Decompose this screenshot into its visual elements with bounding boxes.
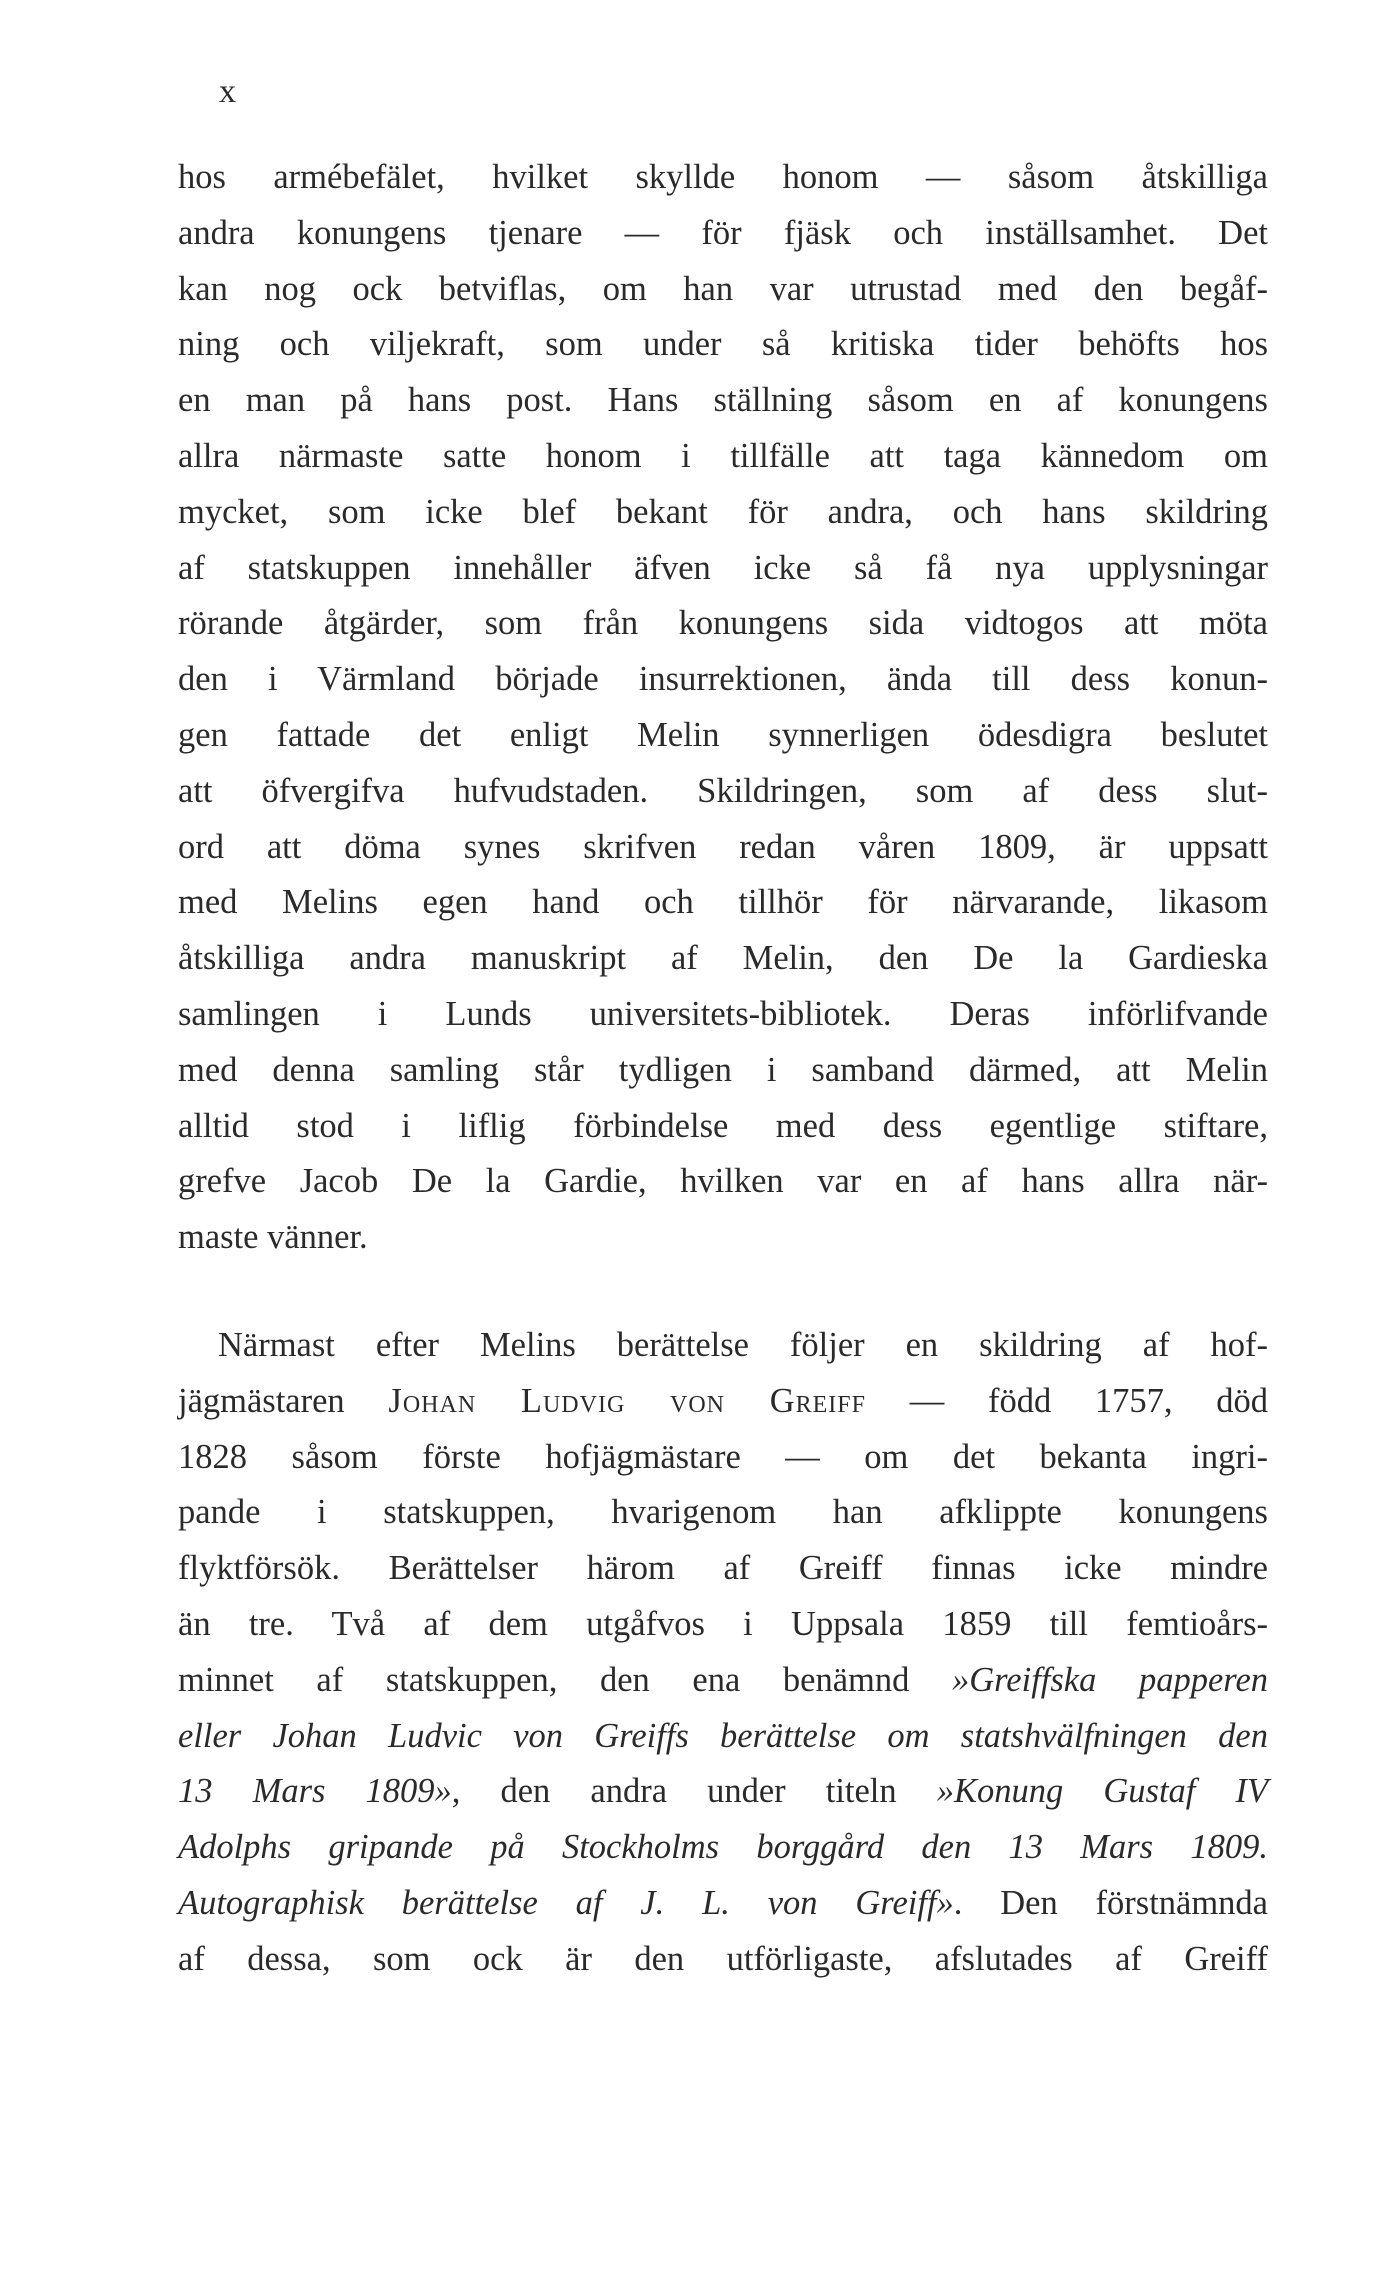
italic-title: »Greiffska papperen bbox=[952, 1660, 1269, 1699]
text-line: den i Värmland började insurrektionen, ända till dess konun- bbox=[178, 660, 1268, 699]
italic-title: 13 Mars 1809» bbox=[178, 1772, 452, 1811]
italic-title: Adolphs gripande på Stockholms borggård den 13 Mars 1809. bbox=[178, 1828, 1268, 1867]
text-segment: — född 1757, död bbox=[909, 1381, 1269, 1420]
text-line: alltid stod i liflig förbindelse med dess egentlige stiftare, bbox=[178, 1106, 1268, 1145]
text-line: än tre. Två af dem utgåfvos i Uppsala 1859 till femtioårs- bbox=[178, 1604, 1268, 1643]
text-line: en man på hans post. Hans ställning såsom en af konungens bbox=[178, 381, 1268, 420]
text-line: 1828 såsom förste hofjägmästare — om det bekanta ingri- bbox=[178, 1437, 1268, 1476]
text-line: flyktförsök. Berättelser härom af Greiff finnas icke mindre bbox=[178, 1549, 1268, 1588]
text-line: af statskuppen innehåller äfven icke så få nya upplysningar bbox=[178, 548, 1268, 587]
text-line: maste vänner. bbox=[178, 1218, 368, 1257]
text-line: af dessa, som ock är den utförligaste, afslutades af Greiff bbox=[178, 1939, 1268, 1978]
text-line: gen fattade det enligt Melin synnerligen ödesdigra beslutet bbox=[178, 715, 1268, 754]
italic-title: Autographisk berättelse af J. L. von Greiff» bbox=[178, 1883, 954, 1922]
text-line: andra konungens tjenare — för fjäsk och inställsamhet. Det bbox=[178, 213, 1268, 252]
text-line: rörande åtgärder, som från konungens sida vidtogos att möta bbox=[178, 604, 1268, 643]
italic-title: eller Johan Ludvic von Greiffs berättelse om statshvälfningen den bbox=[178, 1716, 1268, 1755]
person-name: Johan Ludvig von Greiff bbox=[388, 1381, 866, 1420]
page-number: x bbox=[219, 73, 237, 110]
text-line: mycket, som icke blef bekant för andra, och hans skildring bbox=[178, 492, 1268, 531]
text-line: pande i statskuppen, hvarigenom han afklippte konungens bbox=[178, 1493, 1268, 1532]
text-line: att öfvergifva hufvudstaden. Skildringen, som af dess slut- bbox=[178, 771, 1268, 810]
text-line: Närmast efter Melins berättelse följer en skildring af hof- bbox=[218, 1326, 1268, 1364]
text-segment: jägmästaren bbox=[178, 1381, 345, 1420]
text-line bbox=[178, 1653, 1268, 1709]
text-line: åtskilliga andra manuskript af Melin, den De la Gardieska bbox=[178, 939, 1268, 978]
text-line: ord att döma synes skrifven redan våren 1809, är uppsatt bbox=[178, 827, 1268, 866]
text-segment: . Den förstnämnda bbox=[953, 1883, 1268, 1922]
text-line: med Melins egen hand och tillhör för närvarande, likasom bbox=[178, 883, 1268, 922]
text-line: kan nog ock betviflas, om han var utrustad med den begåf- bbox=[178, 269, 1268, 308]
paragraph-greiff bbox=[178, 1318, 1268, 1988]
paragraph-melin bbox=[178, 150, 1268, 1266]
text-line: ning och viljekraft, som under så kritiska tider behöfts hos bbox=[178, 325, 1268, 364]
text-segment: minnet af statskuppen, den ena benämnd bbox=[178, 1660, 910, 1699]
text-line: allra närmaste satte honom i tillfälle att taga kännedom om bbox=[178, 436, 1268, 475]
text-line: hos armébefälet, hvilket skyllde honom — såsom åtskilliga bbox=[178, 158, 1268, 196]
text-line: med denna samling står tydligen i samband därmed, att Melin bbox=[178, 1050, 1268, 1089]
text-line bbox=[178, 1764, 1268, 1820]
text-line bbox=[178, 1820, 1268, 1876]
italic-title: »Konung Gustaf IV bbox=[936, 1772, 1269, 1811]
text-line bbox=[178, 1709, 1268, 1765]
text-segment: , den andra under titeln bbox=[451, 1772, 897, 1811]
text-line: samlingen i Lunds universitets-bibliotek. Deras införlifvande bbox=[178, 994, 1268, 1033]
text-line bbox=[178, 1374, 1268, 1430]
text-line: grefve Jacob De la Gardie, hvilken var en af hans allra när- bbox=[178, 1162, 1268, 1201]
text-line bbox=[178, 1876, 1268, 1932]
